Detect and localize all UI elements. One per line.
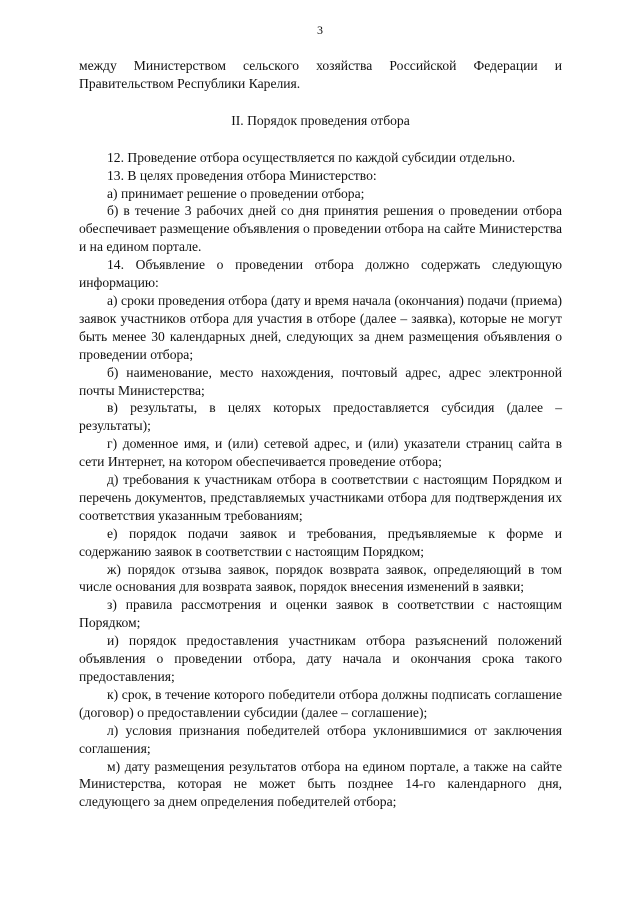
list-item: ж) порядок отзыва заявок, порядок возврата заявок, определяющий в том числе основания для возврата заявок, порядок внесения изменений в заявки;: [79, 561, 562, 595]
list-item: м) дату размещения результатов отбора на едином портале, а также на сайте Министерства, которая не может быть позднее 14-го календарного дня, следующего за днем определения победителей отбора;: [79, 758, 562, 810]
paragraph: 12. Проведение отбора осуществляется по каждой субсидии отдельно.: [107, 149, 516, 165]
list-item: а) сроки проведения отбора (дату и время начала (окончания) подачи (приема) заявок участников отбора для участия в отборе (далее – заявка), которые не могут быть менее 30 календарных дней, следующих за днем размещения объявления о проведении отбора;: [79, 292, 562, 362]
list-item: б) наименование, место нахождения, почтовый адрес, адрес электронной почты Министерства;: [79, 364, 562, 398]
list-item: б) в течение 3 рабочих дней со дня принятия решения о проведении отбора обеспечивает размещение объявления о проведении отбора на сайте Министерства и на едином портале.: [79, 203, 562, 255]
page-number: 3: [317, 23, 323, 37]
section-heading: II. Порядок проведения отбора: [231, 112, 410, 128]
list-item: л) условия признания победителей отбора уклонившимися от заключения соглашения;: [79, 722, 562, 756]
list-item: в) результаты, в целях которых предоставляется субсидия (далее – результаты);: [79, 400, 562, 434]
list-item: е) порядок подачи заявок и требования, предъявляемые к форме и содержанию заявок в соответствии с настоящим Порядком;: [79, 525, 562, 559]
list-item: и) порядок предоставления участникам отбора разъяснений положений объявления о проведении отбора, дату начала и окончания срока такого предоставления;: [79, 633, 562, 684]
list-item: к) срок, в течение которого победители отбора должны подписать соглашение (договор) о предоставлении субсидии (далее – соглашение);: [79, 686, 562, 720]
list-item: д) требования к участникам отбора в соответствии с настоящим Порядком и перечень документов, представляемых участниками отбора для подтверждения их соответствия указанным требованиям;: [79, 472, 562, 523]
paragraph: между Министерством сельского хозяйства Российской Федерации и Правительством Республики Карелия.: [79, 58, 562, 91]
list-item: а) принимает решение о проведении отбора;: [107, 185, 365, 201]
paragraph: 14. Объявление о проведении отбора должно содержать следующую информацию:: [79, 257, 562, 291]
document-body: [79, 57, 562, 811]
paragraph: 13. В целях проведения отбора Министерство:: [107, 167, 377, 183]
list-item: з) правила рассмотрения и оценки заявок в соответствии с настоящим Порядком;: [79, 597, 562, 631]
list-item: г) доменное имя, и (или) сетевой адрес, и (или) указатели страниц сайта в сети Интернет, на котором обеспечивается проведение отбора;: [79, 436, 562, 470]
